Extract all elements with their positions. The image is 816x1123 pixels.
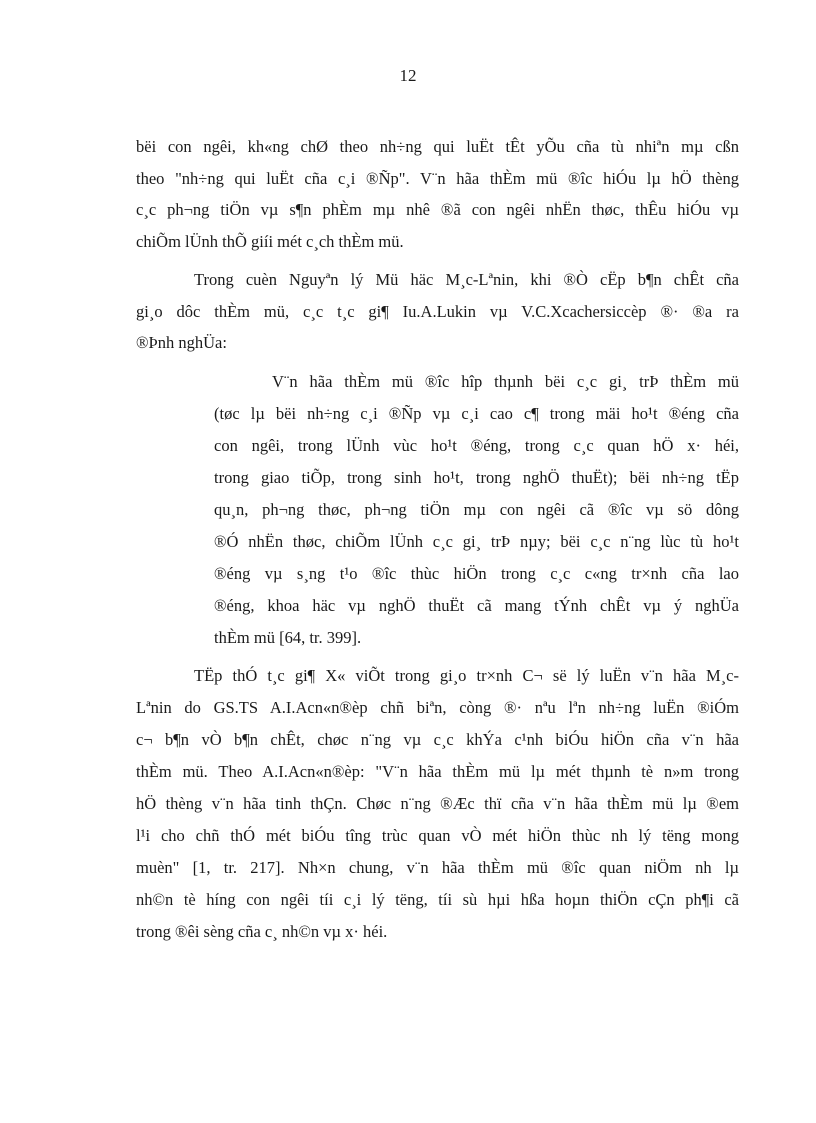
quote-line: trong giao tiÕp, trong sinh ho¹t, trong nghÖ thuËt); bëi nh÷ng tËp — [214, 468, 739, 487]
paragraph-line: ®Þnh nghÜa: — [136, 333, 227, 352]
paragraph-line: Lªnin do GS.TS A.I.Acn«n®èp chñ biªn, còng ®· nªu lªn nh÷ng luËn ®iÓm — [136, 698, 739, 717]
quote-line: ®éng, khoa häc vµ nghÖ thuËt cã mang tÝnh chÊt vµ ý nghÜa — [214, 596, 739, 615]
paragraph-line: bëi con ngêi, kh«ng chØ theo nh÷ng qui luËt tÊt yÕu cña tù nhiªn mµ cßn — [136, 137, 739, 156]
quote-line: thÈm mü [64, tr. 399]. — [214, 628, 362, 647]
paragraph-line: theo "nh÷ng qui luËt cña c¸i ®Ñp". V¨n hãa thÈm mü ®îc hiÓu lµ hÖ thèng — [136, 169, 739, 188]
quote-line: (tøc lµ bëi nh÷ng c¸i ®Ñp vµ c¸i cao c¶ trong mäi ho¹t ®éng cña — [214, 404, 739, 423]
paragraph-line: thÈm mü. Theo A.I.Acn«n®èp: "V¨n hãa thÈm mü lµ mét thµnh tè n»m trong — [136, 762, 739, 781]
paragraph-line: Trong cuèn Nguyªn lý Mü häc M¸c-Lªnin, khi ®Ò cËp b¶n chÊt cña — [194, 270, 739, 289]
paragraph-line: chiÕm lÜnh thÕ giíi mét c¸ch thÈm mü. — [136, 232, 404, 251]
quote-line: V¨n hãa thÈm mü ®îc hîp thµnh bëi c¸c gi¸ trÞ thÈm mü — [272, 372, 739, 391]
paragraph-line: c¸c ph¬ng tiÖn vµ s¶n phÈm mµ nhê ®ã con ngêi nhËn thøc, thÊu hiÓu vµ — [136, 200, 739, 219]
paragraph-line: l¹i cho chñ thÓ mét biÓu tîng trùc quan vÒ mét hiÖn thùc nh lý tëng mong — [136, 826, 739, 845]
paragraph-line: gi¸o dôc thÈm mü, c¸c t¸c gi¶ Iu.A.Lukin vµ V.C.Xcachersiccèp ®· ®a ra — [136, 302, 739, 321]
quote-line: con ngêi, trong lÜnh vùc ho¹t ®éng, trong c¸c quan hÖ x· héi, — [214, 436, 739, 455]
quote-line: qu¸n, ph¬ng thøc, ph¬ng tiÖn mµ con ngêi cã ®îc vµ sö dông — [214, 500, 739, 519]
paragraph-line: trong ®êi sèng cña c¸ nh©n vµ x· héi. — [136, 922, 388, 941]
quote-line: ®Ó nhËn thøc, chiÕm lÜnh c¸c gi¸ trÞ nµy; bëi c¸c n¨ng lùc tù ho¹t — [214, 532, 739, 551]
page-number: 12 — [399, 66, 417, 85]
paragraph-line: muèn" [1, tr. 217]. Nh×n chung, v¨n hãa thÈm mü ®îc quan niÖm nh lµ — [136, 858, 739, 877]
paragraph-line: nh©n tè híng con ngêi tíi c¸i lý tëng, tíi sù hµi hßa hoµn thiÖn cÇn ph¶i cã — [136, 890, 739, 909]
paragraph-line: hÖ thèng v¨n hãa tinh thÇn. Chøc n¨ng ®Æc thï cña v¨n hãa thÈm mü lµ ®em — [136, 794, 739, 813]
paragraph-line: c¬ b¶n vÒ b¶n chÊt, chøc n¨ng vµ c¸c khÝa c¹nh biÓu hiÖn cña v¨n hãa — [136, 730, 739, 749]
paragraph-line: TËp thÓ t¸c gi¶ X« viÕt trong gi¸o tr×nh C¬ së lý luËn v¨n hãa M¸c- — [194, 666, 739, 685]
quote-line: ®éng vµ s¸ng t¹o ®îc thùc hiÖn trong c¸c c«ng tr×nh cña lao — [214, 564, 739, 583]
